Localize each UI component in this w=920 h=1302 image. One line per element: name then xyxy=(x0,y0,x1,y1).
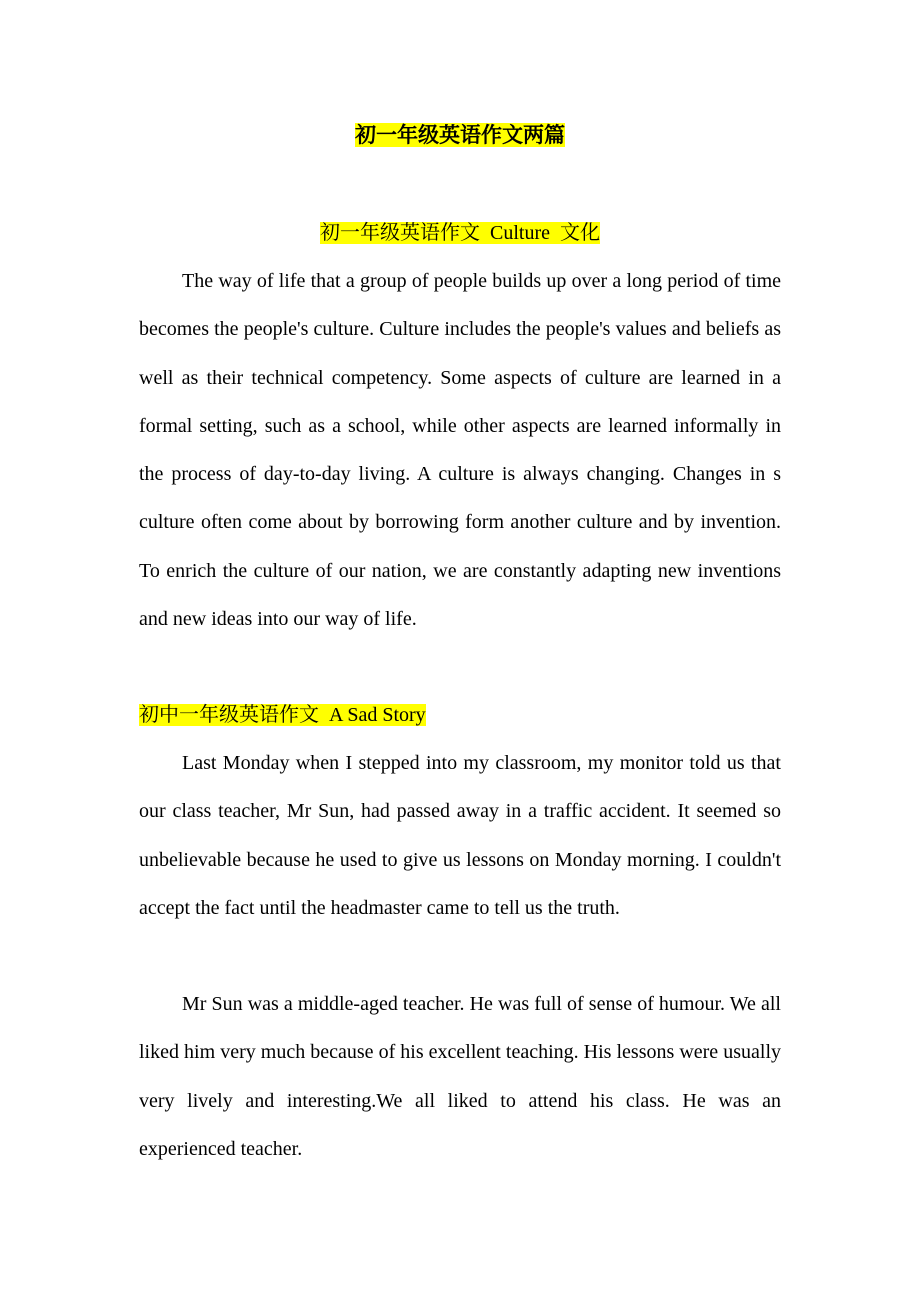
section-heading-culture-block xyxy=(0,217,920,249)
section-heading-culture: 初一年级英语作文 Culture 文化 xyxy=(320,222,600,244)
sad-story-paragraph-1: Last Monday when I stepped into my classroom, my monitor told us that our class teacher, Mr Sun, had passed away in a traffic accident. It seemed so unbelievable because he used to give us lessons on Monday morning. I couldn't accept the fact until the headmaster came to tell us the truth. xyxy=(139,752,781,919)
document-title-block xyxy=(0,118,920,152)
document-title: 初一年级英语作文两篇 xyxy=(355,123,565,147)
section-heading-sad-story-block xyxy=(139,699,426,731)
culture-paragraph: The way of life that a group of people builds up over a long period of time becomes the people's culture. Culture includes the people's values and beliefs as well as their technical competency. Some aspects of culture are learned in a formal setting, such as a school, while other aspects are learned informally in the process of day-to-day living. A culture is always changing. Changes in s culture often come about by borrowing form another culture and by invention. To enrich the culture of our nation, we are constantly adapting new inventions and new ideas into our way of life. xyxy=(139,270,781,631)
sad-story-paragraph-2: Mr Sun was a middle-aged teacher. He was full of sense of humour. We all liked him very much because of his excellent teaching. His lessons were usually very lively and interesting.We all liked to attend his class. He was an experienced teacher. xyxy=(139,993,781,1160)
section-heading-sad-story: 初中一年级英语作文 A Sad Story xyxy=(139,704,426,726)
